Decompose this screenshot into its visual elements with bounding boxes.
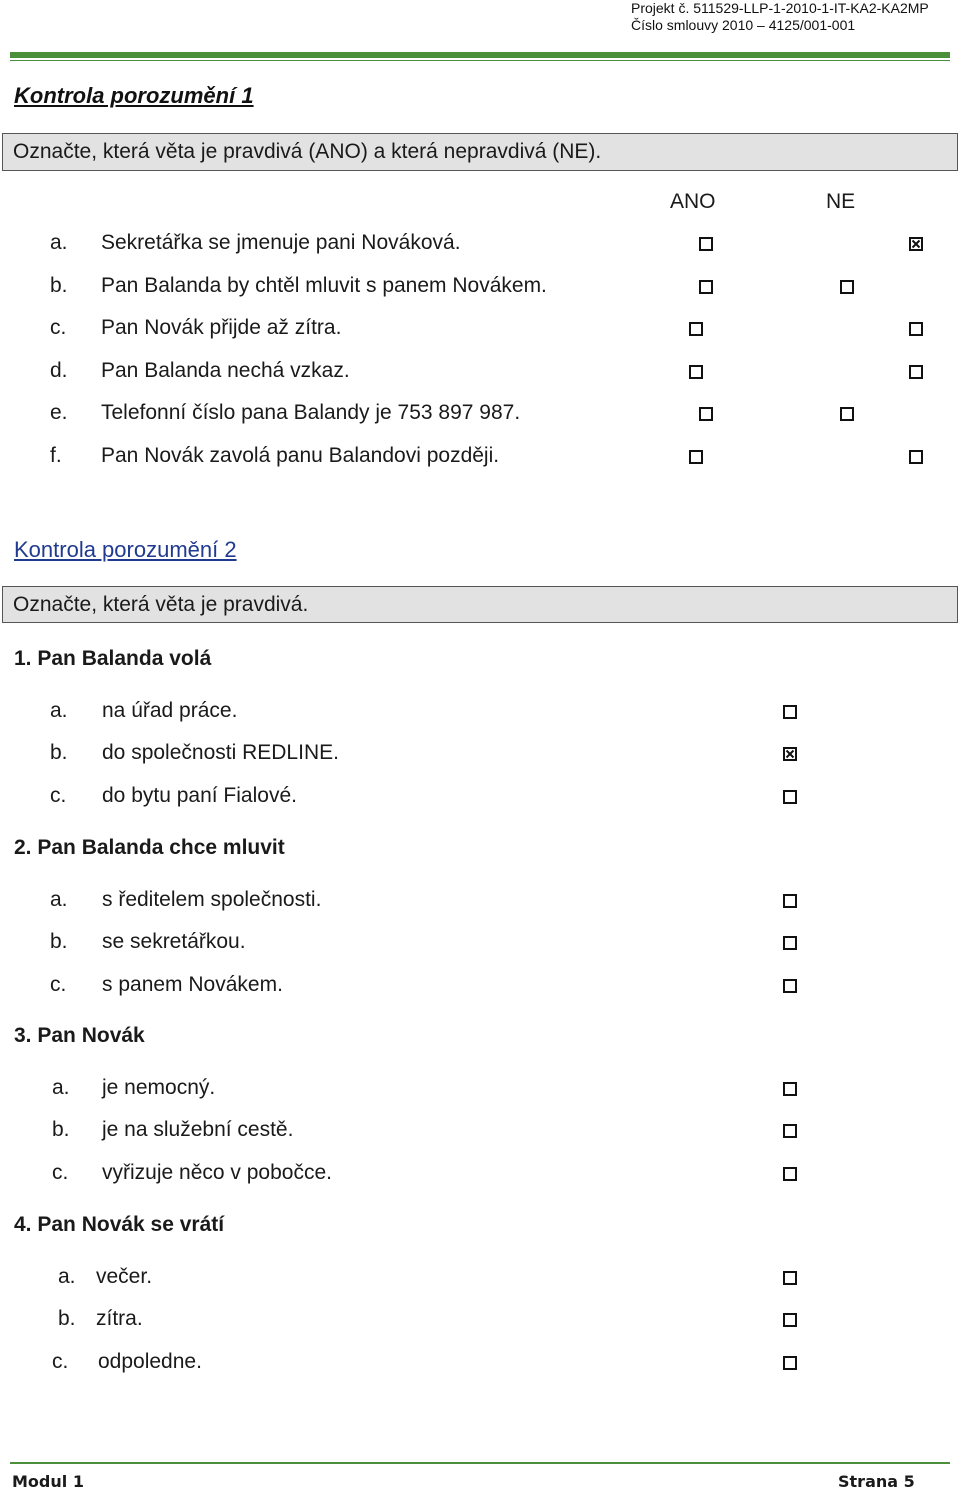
statement-text: Telefonní číslo pana Balandy je 753 897 987. — [101, 401, 521, 424]
yes-checkbox[interactable] — [699, 280, 713, 294]
option-checkbox[interactable] — [783, 1082, 797, 1096]
option-checkbox[interactable] — [783, 790, 797, 804]
check-x-icon — [785, 749, 795, 759]
option-checkbox[interactable] — [783, 936, 797, 950]
option-letter: b. — [50, 930, 68, 953]
statement-text: Pan Novák zavolá panu Balandovi později. — [101, 444, 500, 467]
item-letter: a. — [50, 231, 68, 254]
statement-text: Pan Novák přijde až zítra. — [101, 316, 342, 339]
option-text: se sekretářkou. — [102, 930, 246, 953]
option-checkbox[interactable] — [783, 979, 797, 993]
option-checkbox[interactable] — [783, 1271, 797, 1285]
option-text: je nemocný. — [102, 1076, 216, 1099]
yes-checkbox[interactable] — [689, 450, 703, 464]
statement-text: Pan Balanda by chtěl mluvit s panem Novákem. — [101, 274, 547, 297]
section1-title: Kontrola porozumění 1 — [14, 83, 254, 108]
option-checkbox[interactable] — [783, 705, 797, 719]
option-letter: b. — [50, 741, 68, 764]
option-text: vyřizuje něco v pobočce. — [102, 1161, 332, 1184]
no-checkbox[interactable] — [909, 237, 923, 251]
item-letter: c. — [50, 316, 67, 339]
option-checkbox[interactable] — [783, 1167, 797, 1181]
option-text: s panem Novákem. — [102, 973, 283, 996]
option-letter: b. — [52, 1118, 70, 1141]
no-checkbox[interactable] — [909, 365, 923, 379]
option-text: do bytu paní Fialové. — [102, 784, 297, 807]
section1-instruction: Označte, která věta je pravdivá (ANO) a která nepravdivá (NE). — [2, 133, 958, 171]
option-letter: c. — [52, 1161, 69, 1184]
item-letter: e. — [50, 401, 68, 424]
yes-checkbox[interactable] — [699, 237, 713, 251]
item-letter: d. — [50, 359, 68, 382]
option-letter: a. — [58, 1265, 76, 1288]
yes-checkbox[interactable] — [689, 365, 703, 379]
section2-instruction: Označte, která věta je pravdivá. — [2, 586, 958, 623]
footer-module: Modul 1 — [12, 1472, 84, 1491]
statement-text: Sekretářka se jmenuje pani Nováková. — [101, 231, 461, 254]
option-checkbox[interactable] — [783, 747, 797, 761]
option-letter: c. — [50, 973, 67, 996]
item-letter: f. — [50, 444, 62, 467]
item-letter: b. — [50, 274, 68, 297]
footer-divider — [10, 1462, 950, 1464]
option-text: do společnosti REDLINE. — [102, 741, 339, 764]
no-checkbox[interactable] — [840, 280, 854, 294]
option-checkbox[interactable] — [783, 1356, 797, 1370]
no-checkbox[interactable] — [909, 322, 923, 336]
option-letter: a. — [50, 888, 68, 911]
option-checkbox[interactable] — [783, 894, 797, 908]
question-label: 1. Pan Balanda volá — [14, 647, 212, 670]
no-checkbox[interactable] — [840, 407, 854, 421]
option-checkbox[interactable] — [783, 1124, 797, 1138]
option-text: na úřad práce. — [102, 699, 238, 722]
footer-page: Strana 5 — [838, 1472, 915, 1491]
option-letter: a. — [50, 699, 68, 722]
yes-checkbox[interactable] — [689, 322, 703, 336]
header-divider — [10, 52, 950, 58]
option-letter: c. — [52, 1350, 69, 1373]
option-text: odpoledne. — [98, 1350, 202, 1373]
check-x-icon — [911, 239, 921, 249]
no-checkbox[interactable] — [909, 450, 923, 464]
section2-title: Kontrola porozumění 2 — [14, 537, 237, 562]
contract-number: Číslo smlouvy 2010 – 4125/001-001 — [631, 17, 856, 33]
option-text: je na služební cestě. — [102, 1118, 294, 1141]
yes-checkbox[interactable] — [699, 407, 713, 421]
column-no-label: NE — [826, 190, 856, 213]
option-text: s ředitelem společnosti. — [102, 888, 322, 911]
question-label: 2. Pan Balanda chce mluvit — [14, 836, 285, 859]
option-letter: b. — [58, 1307, 76, 1330]
question-label: 4. Pan Novák se vrátí — [14, 1213, 225, 1236]
project-number: Projekt č. 511529-LLP-1-2010-1-IT-KA2-KA2MP — [631, 0, 929, 16]
column-yes-label: ANO — [670, 190, 716, 213]
statement-text: Pan Balanda nechá vzkaz. — [101, 359, 350, 382]
option-letter: a. — [52, 1076, 70, 1099]
header-divider-thin — [10, 60, 950, 61]
question-label: 3. Pan Novák — [14, 1024, 145, 1047]
option-checkbox[interactable] — [783, 1313, 797, 1327]
option-text: zítra. — [96, 1307, 143, 1330]
option-letter: c. — [50, 784, 67, 807]
option-text: večer. — [96, 1265, 153, 1288]
